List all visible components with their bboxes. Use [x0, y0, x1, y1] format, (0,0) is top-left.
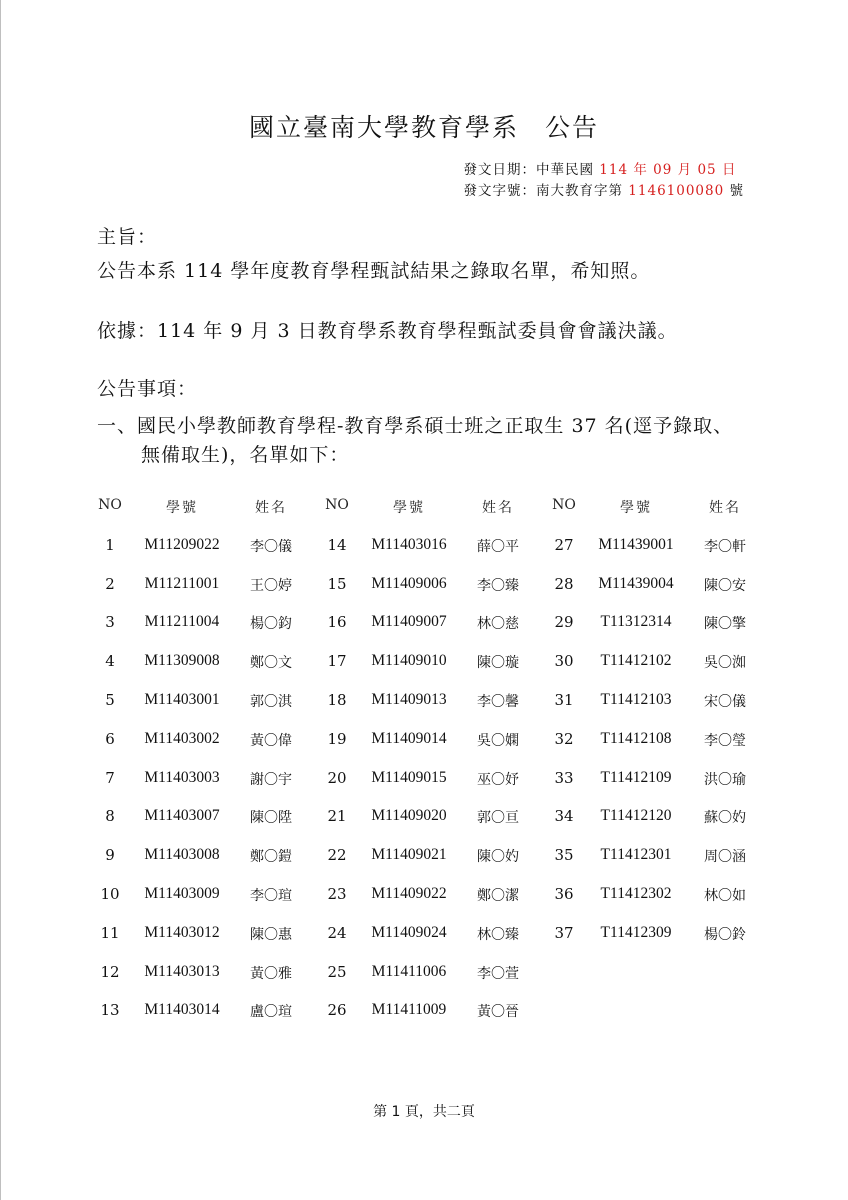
row-number: 4 — [105, 652, 115, 671]
student-name: 宋〇儀 — [704, 693, 746, 710]
student-name: 李〇馨 — [477, 693, 519, 710]
issue-date-day: 05 — [697, 162, 717, 178]
row-number: 19 — [327, 729, 347, 748]
roster-row — [546, 613, 771, 652]
header-name: 姓名 — [255, 500, 287, 516]
student-name: 鄭〇潔 — [477, 887, 519, 904]
student-id: T11312314 — [600, 613, 672, 631]
roster-row — [319, 769, 544, 808]
subject-label: 主旨： — [97, 226, 158, 248]
row-number: 15 — [327, 574, 347, 593]
student-name: 陳〇璇 — [477, 655, 519, 672]
row-number: 16 — [327, 613, 347, 632]
item-1-line-1: 一、國民小學教師教育學程-教育學系碩士班之正取生 37 名(逕予錄取、 — [97, 415, 734, 437]
roster-column — [92, 497, 317, 1040]
student-id: M11403014 — [144, 1001, 220, 1019]
roster-row — [546, 691, 771, 730]
roster-row — [92, 963, 317, 1002]
student-name: 李〇瑩 — [704, 732, 746, 749]
student-id: M11409020 — [371, 807, 447, 825]
student-name: 郭〇亘 — [477, 810, 519, 827]
student-name: 盧〇瑄 — [250, 1004, 292, 1021]
roster-row — [92, 536, 317, 575]
student-id: M11439004 — [598, 574, 674, 592]
student-id: M11403009 — [144, 884, 220, 902]
student-id: M11411009 — [371, 1001, 447, 1019]
header-student-id: 學號 — [620, 500, 652, 516]
roster-row — [546, 807, 771, 846]
roster-row — [319, 1001, 544, 1040]
announcement-item-1 — [97, 412, 733, 470]
roster-row — [319, 691, 544, 730]
roster-row — [546, 652, 771, 691]
row-number: 20 — [327, 768, 347, 787]
row-number: 32 — [554, 729, 574, 748]
row-number: 25 — [327, 962, 347, 981]
student-name: 黃〇偉 — [250, 732, 292, 749]
announcement-items-label: 公告事項： — [97, 378, 198, 400]
student-name: 李〇瑄 — [250, 887, 292, 904]
roster-row — [92, 730, 317, 769]
roster-column — [546, 497, 771, 963]
student-name: 周〇涵 — [704, 849, 746, 866]
roster-header-row — [546, 497, 771, 536]
row-number: 35 — [554, 846, 574, 865]
student-name: 巫〇妤 — [477, 771, 519, 788]
row-number: 28 — [554, 574, 574, 593]
student-name: 鄭〇文 — [250, 655, 292, 672]
student-name: 吳〇嫻 — [477, 732, 519, 749]
page-left-edge — [0, 0, 1, 1200]
student-id: M11409015 — [371, 768, 447, 786]
student-name: 楊〇鈞 — [250, 616, 292, 633]
item-1-line-2-text: 無備取生)，名單如下： — [141, 444, 350, 466]
student-id: T11412102 — [600, 652, 672, 670]
issue-date-month: 09 — [653, 162, 673, 178]
student-id: M11209022 — [144, 535, 220, 553]
student-name: 吳〇洳 — [704, 655, 746, 672]
issue-date-month-unit: 月 — [677, 162, 693, 178]
roster-row — [92, 807, 317, 846]
student-name: 黃〇晉 — [477, 1004, 519, 1021]
row-number: 24 — [327, 923, 347, 942]
student-id: M11403013 — [144, 962, 220, 980]
student-name: 李〇萱 — [477, 965, 519, 982]
row-number: 2 — [105, 574, 115, 593]
student-id: M11409022 — [371, 884, 447, 902]
row-number: 7 — [105, 768, 115, 787]
student-id: M11403001 — [144, 690, 220, 708]
row-number: 12 — [100, 962, 120, 981]
row-number: 18 — [327, 690, 347, 709]
header-name: 姓名 — [482, 500, 514, 516]
item-1-line-2 — [97, 441, 733, 470]
roster-row — [92, 885, 317, 924]
student-name: 黃〇雅 — [250, 965, 292, 982]
row-number: 27 — [554, 535, 574, 554]
student-name: 林〇慈 — [477, 616, 519, 633]
issue-date-label: 發文日期：中華民國 — [463, 162, 594, 178]
document-number-value: 1146100080 — [628, 183, 725, 199]
student-id: M11403007 — [144, 807, 220, 825]
roster-row — [92, 1001, 317, 1040]
roster-row — [92, 846, 317, 885]
row-number: 11 — [100, 923, 120, 942]
row-number: 17 — [327, 652, 347, 671]
roster-row — [546, 885, 771, 924]
row-number: 13 — [100, 1001, 120, 1020]
student-name: 鄭〇鎧 — [250, 849, 292, 866]
student-name: 郭〇淇 — [250, 693, 292, 710]
student-id: M11403012 — [144, 923, 220, 941]
row-number: 26 — [327, 1001, 347, 1020]
roster-row — [319, 924, 544, 963]
row-number: 14 — [327, 535, 347, 554]
roster-row — [92, 575, 317, 614]
student-name: 李〇儀 — [250, 538, 292, 555]
row-number: 33 — [554, 768, 574, 787]
student-id: T11412109 — [600, 768, 672, 786]
page-title — [0, 108, 848, 144]
student-id: M11409010 — [371, 652, 447, 670]
student-name: 洪〇瑜 — [704, 771, 746, 788]
issue-date-year-unit: 年 — [633, 162, 648, 178]
department-name: 國立臺南大學教育學系 — [248, 113, 519, 142]
row-number: 22 — [327, 846, 347, 865]
roster-row — [319, 652, 544, 691]
roster-row — [319, 963, 544, 1002]
student-name: 陳〇擎 — [704, 616, 746, 633]
issue-date-day-unit: 日 — [721, 162, 737, 178]
student-id: M11403002 — [144, 729, 220, 747]
row-number: 6 — [105, 729, 115, 748]
row-number: 3 — [105, 613, 115, 632]
student-id: M11409006 — [371, 574, 447, 592]
issue-date-year: 114 — [599, 162, 629, 178]
student-name: 李〇臻 — [477, 577, 519, 594]
student-name: 林〇臻 — [477, 926, 519, 943]
roster-row — [319, 846, 544, 885]
student-name: 王〇婷 — [250, 577, 292, 594]
row-number: 31 — [554, 690, 574, 709]
student-name: 陳〇陞 — [250, 810, 292, 827]
student-id: T11412301 — [600, 846, 672, 864]
student-id: T11412302 — [600, 884, 672, 902]
header-name: 姓名 — [709, 500, 741, 516]
student-id: T11412108 — [600, 729, 672, 747]
student-name: 林〇如 — [704, 887, 746, 904]
student-name: 陳〇安 — [704, 577, 746, 594]
roster-header-row — [319, 497, 544, 536]
roster-row — [319, 885, 544, 924]
student-id: M11411006 — [371, 962, 447, 980]
student-id: M11439001 — [598, 535, 674, 553]
announcement-label: 公告 — [545, 113, 600, 142]
student-id: T11412103 — [600, 690, 672, 708]
student-id: M11403008 — [144, 846, 220, 864]
roster-header-row — [92, 497, 317, 536]
roster-row — [319, 730, 544, 769]
header-no: NO — [552, 497, 576, 513]
row-number: 5 — [105, 690, 115, 709]
roster-row — [546, 730, 771, 769]
student-id: M11309008 — [144, 652, 220, 670]
roster-row — [92, 613, 317, 652]
row-number: 21 — [327, 807, 347, 826]
row-number: 34 — [554, 807, 574, 826]
header-no: NO — [325, 497, 349, 513]
row-number: 36 — [554, 884, 574, 903]
roster-row — [92, 652, 317, 691]
student-name: 李〇軒 — [704, 538, 746, 555]
student-id: M11403016 — [371, 535, 447, 553]
student-id: T11412309 — [600, 923, 672, 941]
student-id: M11211004 — [144, 613, 220, 631]
header-no: NO — [98, 497, 122, 513]
row-number: 30 — [554, 652, 574, 671]
roster-row — [319, 807, 544, 846]
roster-row — [546, 924, 771, 963]
roster-row — [92, 691, 317, 730]
student-name: 謝〇宇 — [250, 771, 292, 788]
subject-text: 公告本系 114 學年度教育學程甄試結果之錄取名單，希知照。 — [97, 260, 651, 282]
student-name: 楊〇鈴 — [704, 926, 746, 943]
student-id: T11412120 — [600, 807, 672, 825]
page-number: 第 1 頁，共二頁 — [373, 1104, 475, 1120]
roster-row — [319, 613, 544, 652]
roster-row — [546, 769, 771, 808]
student-id: M11403003 — [144, 768, 220, 786]
student-id: M11409024 — [371, 923, 447, 941]
roster-column — [319, 497, 544, 1040]
student-id: M11409013 — [371, 690, 447, 708]
header-student-id: 學號 — [393, 500, 425, 516]
student-name: 蘇〇妁 — [704, 810, 746, 827]
student-id: M11211001 — [144, 574, 220, 592]
student-name: 陳〇妁 — [477, 849, 519, 866]
header-student-id: 學號 — [166, 500, 198, 516]
roster-row — [319, 536, 544, 575]
student-id: M11409021 — [371, 846, 447, 864]
issue-date — [464, 160, 745, 181]
roster-row — [92, 924, 317, 963]
row-number: 23 — [327, 884, 347, 903]
roster-row — [92, 769, 317, 808]
row-number: 8 — [105, 807, 115, 826]
roster-row — [546, 846, 771, 885]
roster-row — [319, 575, 544, 614]
document-number-label: 發文字號：南大教育字第 — [463, 183, 623, 199]
document-number — [464, 181, 745, 202]
document-number-suffix: 號 — [729, 183, 744, 199]
roster-row — [546, 536, 771, 575]
row-number: 29 — [554, 613, 574, 632]
row-number: 1 — [105, 535, 115, 554]
student-id: M11409014 — [371, 729, 447, 747]
row-number: 10 — [100, 884, 120, 903]
student-name: 陳〇惠 — [250, 926, 292, 943]
basis-text: 依據：114 年 9 月 3 日教育學系教育學程甄試委員會會議決議。 — [97, 320, 678, 342]
row-number: 37 — [554, 923, 574, 942]
roster-row — [546, 575, 771, 614]
row-number: 9 — [105, 846, 115, 865]
document-meta — [464, 160, 745, 202]
student-id: M11409007 — [371, 613, 447, 631]
student-name: 薛〇平 — [477, 538, 519, 555]
